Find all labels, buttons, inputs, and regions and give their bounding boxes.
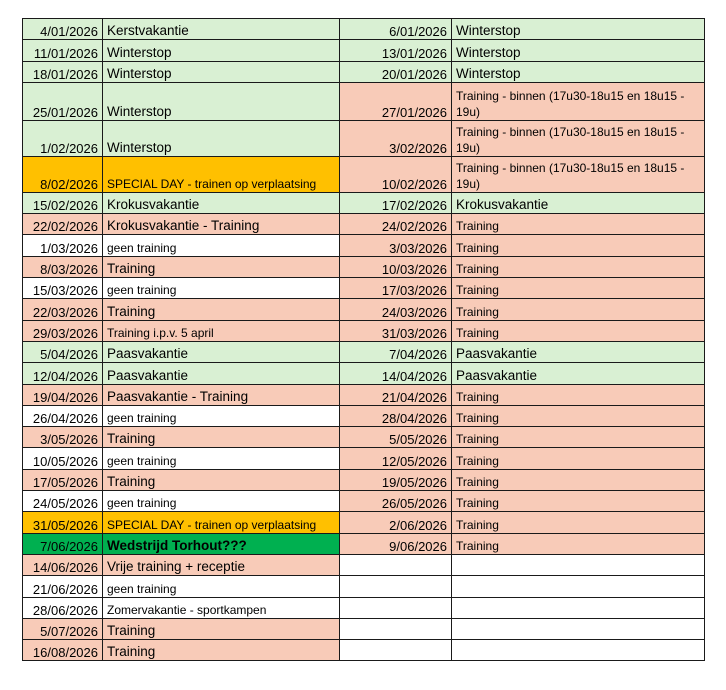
right-date-cell: 27/01/2026 bbox=[340, 82, 452, 120]
left-date-cell: 29/03/2026 bbox=[23, 320, 103, 341]
right-activity-cell: Training bbox=[452, 448, 705, 469]
right-activity-cell: Training bbox=[452, 533, 705, 554]
left-date-cell: 25/01/2026 bbox=[23, 82, 103, 120]
left-date-cell: 5/04/2026 bbox=[23, 341, 103, 362]
left-date-cell: 10/05/2026 bbox=[23, 448, 103, 469]
left-date-cell: 22/03/2026 bbox=[23, 299, 103, 320]
right-activity-cell: Training - binnen (17u30-18u15 en 18u15 - 19u) bbox=[452, 82, 705, 120]
right-activity-cell: Training bbox=[452, 320, 705, 341]
right-date-cell: 24/03/2026 bbox=[340, 299, 452, 320]
right-date-cell: 20/01/2026 bbox=[340, 61, 452, 82]
left-activity-cell: Training bbox=[103, 256, 340, 277]
right-date-cell bbox=[340, 576, 452, 597]
schedule-row bbox=[23, 235, 705, 256]
right-date-cell: 10/02/2026 bbox=[340, 156, 452, 192]
left-activity-cell: Winterstop bbox=[103, 82, 340, 120]
left-activity-cell: Paasvakantie - Training bbox=[103, 384, 340, 405]
left-date-cell: 1/02/2026 bbox=[23, 120, 103, 156]
right-activity-cell: Training bbox=[452, 299, 705, 320]
right-date-cell: 13/01/2026 bbox=[340, 40, 452, 61]
schedule-row bbox=[23, 278, 705, 299]
schedule-row bbox=[23, 405, 705, 426]
schedule-row bbox=[23, 19, 705, 40]
right-date-cell bbox=[340, 618, 452, 639]
schedule-row bbox=[23, 61, 705, 82]
right-activity-cell: Training bbox=[452, 512, 705, 533]
schedule-row bbox=[23, 299, 705, 320]
schedule-row bbox=[23, 82, 705, 120]
right-activity-cell: Training bbox=[452, 214, 705, 235]
left-date-cell: 3/05/2026 bbox=[23, 427, 103, 448]
schedule-row bbox=[23, 341, 705, 362]
left-activity-cell: Winterstop bbox=[103, 61, 340, 82]
left-date-cell: 31/05/2026 bbox=[23, 512, 103, 533]
left-date-cell: 18/01/2026 bbox=[23, 61, 103, 82]
right-date-cell: 9/06/2026 bbox=[340, 533, 452, 554]
left-activity-cell: geen training bbox=[103, 491, 340, 512]
schedule-row bbox=[23, 533, 705, 554]
left-activity-cell: Krokusvakantie bbox=[103, 192, 340, 213]
right-activity-cell: Training bbox=[452, 384, 705, 405]
left-activity-cell: geen training bbox=[103, 448, 340, 469]
schedule-row bbox=[23, 363, 705, 384]
left-activity-cell: Training bbox=[103, 618, 340, 639]
left-activity-cell: Training bbox=[103, 640, 340, 661]
right-date-cell bbox=[340, 597, 452, 618]
right-date-cell: 3/02/2026 bbox=[340, 120, 452, 156]
schedule-row bbox=[23, 512, 705, 533]
left-date-cell: 28/06/2026 bbox=[23, 597, 103, 618]
left-date-cell: 1/03/2026 bbox=[23, 235, 103, 256]
left-date-cell: 15/03/2026 bbox=[23, 278, 103, 299]
left-date-cell: 17/05/2026 bbox=[23, 469, 103, 490]
right-date-cell: 19/05/2026 bbox=[340, 469, 452, 490]
left-activity-cell: Paasvakantie bbox=[103, 363, 340, 384]
left-activity-cell: Training bbox=[103, 427, 340, 448]
right-date-cell: 14/04/2026 bbox=[340, 363, 452, 384]
left-date-cell: 19/04/2026 bbox=[23, 384, 103, 405]
left-date-cell: 14/06/2026 bbox=[23, 554, 103, 575]
schedule-row bbox=[23, 256, 705, 277]
left-activity-cell: Kerstvakantie bbox=[103, 19, 340, 40]
left-activity-cell: Vrije training + receptie bbox=[103, 554, 340, 575]
left-activity-cell: Winterstop bbox=[103, 40, 340, 61]
schedule-row bbox=[23, 384, 705, 405]
schedule-row bbox=[23, 469, 705, 490]
schedule-row bbox=[23, 448, 705, 469]
right-activity-cell bbox=[452, 554, 705, 575]
right-date-cell: 12/05/2026 bbox=[340, 448, 452, 469]
right-activity-cell bbox=[452, 618, 705, 639]
right-date-cell: 3/03/2026 bbox=[340, 235, 452, 256]
left-date-cell: 21/06/2026 bbox=[23, 576, 103, 597]
left-activity-cell: SPECIAL DAY - trainen op verplaatsing bbox=[103, 156, 340, 192]
left-date-cell: 5/07/2026 bbox=[23, 618, 103, 639]
right-activity-cell: Training bbox=[452, 427, 705, 448]
left-activity-cell: geen training bbox=[103, 405, 340, 426]
right-activity-cell: Training bbox=[452, 469, 705, 490]
schedule-row bbox=[23, 192, 705, 213]
right-activity-cell: Training - binnen (17u30-18u15 en 18u15 - 19u) bbox=[452, 120, 705, 156]
left-date-cell: 12/04/2026 bbox=[23, 363, 103, 384]
schedule-row bbox=[23, 597, 705, 618]
left-date-cell: 11/01/2026 bbox=[23, 40, 103, 61]
left-date-cell: 22/02/2026 bbox=[23, 214, 103, 235]
schedule-row bbox=[23, 554, 705, 575]
right-activity-cell: Training bbox=[452, 491, 705, 512]
schedule-row bbox=[23, 427, 705, 448]
schedule-row bbox=[23, 491, 705, 512]
left-activity-cell: geen training bbox=[103, 576, 340, 597]
right-date-cell: 2/06/2026 bbox=[340, 512, 452, 533]
left-activity-cell: geen training bbox=[103, 235, 340, 256]
right-date-cell: 28/04/2026 bbox=[340, 405, 452, 426]
right-activity-cell: Paasvakantie bbox=[452, 363, 705, 384]
right-activity-cell bbox=[452, 640, 705, 661]
left-activity-cell: Training i.p.v. 5 april bbox=[103, 320, 340, 341]
schedule-row bbox=[23, 40, 705, 61]
left-date-cell: 4/01/2026 bbox=[23, 19, 103, 40]
schedule-row bbox=[23, 320, 705, 341]
right-activity-cell: Winterstop bbox=[452, 61, 705, 82]
schedule-row bbox=[23, 214, 705, 235]
left-date-cell: 8/02/2026 bbox=[23, 156, 103, 192]
left-activity-cell: Training bbox=[103, 469, 340, 490]
right-date-cell: 31/03/2026 bbox=[340, 320, 452, 341]
left-activity-cell: Wedstrijd Torhout??? bbox=[103, 533, 340, 554]
right-date-cell bbox=[340, 640, 452, 661]
right-activity-cell: Training - binnen (17u30-18u15 en 18u15 - 19u) bbox=[452, 156, 705, 192]
right-date-cell: 17/03/2026 bbox=[340, 278, 452, 299]
left-activity-cell: Paasvakantie bbox=[103, 341, 340, 362]
right-activity-cell: Training bbox=[452, 278, 705, 299]
left-activity-cell: Training bbox=[103, 299, 340, 320]
right-date-cell: 7/04/2026 bbox=[340, 341, 452, 362]
right-date-cell: 6/01/2026 bbox=[340, 19, 452, 40]
right-activity-cell bbox=[452, 597, 705, 618]
schedule-row bbox=[23, 640, 705, 661]
right-date-cell: 17/02/2026 bbox=[340, 192, 452, 213]
left-date-cell: 7/06/2026 bbox=[23, 533, 103, 554]
right-activity-cell: Winterstop bbox=[452, 40, 705, 61]
left-activity-cell: Winterstop bbox=[103, 120, 340, 156]
left-date-cell: 26/04/2026 bbox=[23, 405, 103, 426]
left-date-cell: 15/02/2026 bbox=[23, 192, 103, 213]
right-date-cell: 10/03/2026 bbox=[340, 256, 452, 277]
left-activity-cell: geen training bbox=[103, 278, 340, 299]
right-activity-cell: Training bbox=[452, 235, 705, 256]
right-activity-cell: Winterstop bbox=[452, 19, 705, 40]
right-activity-cell: Training bbox=[452, 256, 705, 277]
left-date-cell: 16/08/2026 bbox=[23, 640, 103, 661]
left-activity-cell: Zomervakantie - sportkampen bbox=[103, 597, 340, 618]
right-date-cell bbox=[340, 554, 452, 575]
schedule-body bbox=[23, 19, 705, 661]
right-date-cell: 5/05/2026 bbox=[340, 427, 452, 448]
right-activity-cell: Paasvakantie bbox=[452, 341, 705, 362]
right-activity-cell: Krokusvakantie bbox=[452, 192, 705, 213]
schedule-row bbox=[23, 576, 705, 597]
left-date-cell: 8/03/2026 bbox=[23, 256, 103, 277]
right-date-cell: 24/02/2026 bbox=[340, 214, 452, 235]
right-date-cell: 21/04/2026 bbox=[340, 384, 452, 405]
left-activity-cell: SPECIAL DAY - trainen op verplaatsing bbox=[103, 512, 340, 533]
left-activity-cell: Krokusvakantie - Training bbox=[103, 214, 340, 235]
right-activity-cell bbox=[452, 576, 705, 597]
schedule-row bbox=[23, 120, 705, 156]
training-schedule-table bbox=[22, 18, 705, 661]
right-date-cell: 26/05/2026 bbox=[340, 491, 452, 512]
right-activity-cell: Training bbox=[452, 405, 705, 426]
schedule-row bbox=[23, 618, 705, 639]
left-date-cell: 24/05/2026 bbox=[23, 491, 103, 512]
schedule-row bbox=[23, 156, 705, 192]
